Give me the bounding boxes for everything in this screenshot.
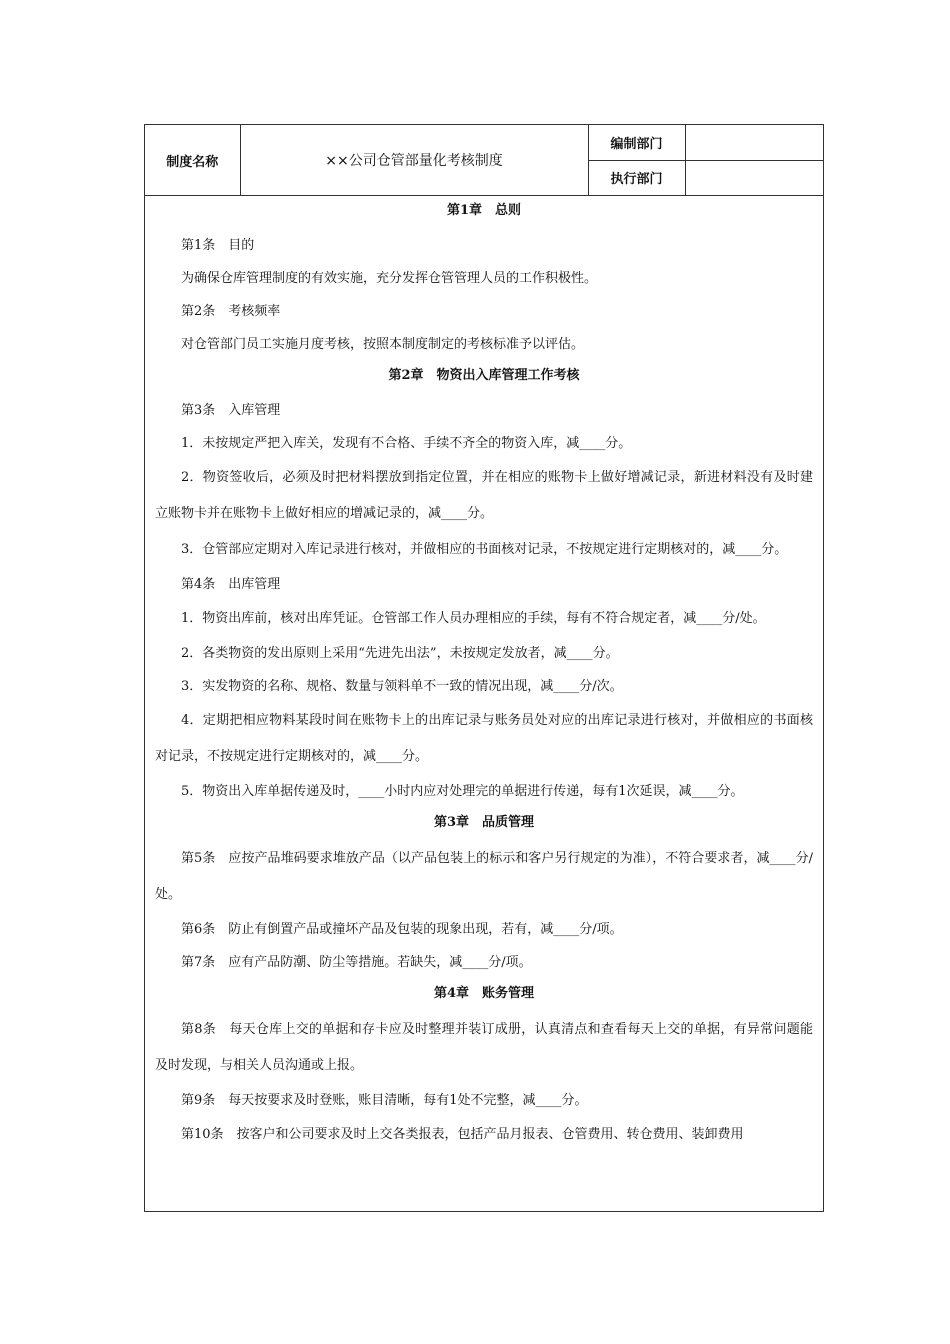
article-paragraph: 第8条 每天仓库上交的单据和存卡应及时整理并装订成册，认真清点和查看每天上交的单据，有异常问题能及时发现，与相关人员沟通或上报。 [155,1022,813,1073]
executing-dept-value[interactable] [685,160,823,195]
drafting-dept-label: 编制部门 [588,125,685,160]
article-paragraph: 3．仓管部应定期对入库记录进行核对，并做相应的书面核对记录，不按规定进行定期核对的，减____分。 [181,542,788,557]
regulation-form [144,124,824,1212]
article-line: 第6条 防止有倒置产品或撞坏产品及包装的现象出现，若有，减____分/项。 [181,922,623,937]
article-paragraph: 2．物资签收后，必须及时把材料摆放到指定位置，并在相应的账物卡上做好增减记录，新进材料没有及时建立账物卡并在账物卡上做好相应的增减记录的，减____分。 [155,470,813,521]
drafting-dept-value[interactable] [685,125,823,160]
chapter-heading: 第3章 品质管理 [433,815,535,830]
article-line: 第3条 入库管理 [181,403,281,418]
regulation-title: ××公司仓管部量化考核制度 [240,125,588,196]
article-line: 为确保仓库管理制度的有效实施，充分发挥仓管管理人员的工作积极性。 [181,271,598,286]
article-line: 5．物资出入库单据传递及时，____小时内应对处理完的单据进行传递，每有1次延误，减____分。 [181,784,744,799]
article-paragraph: 1．物资出库前，核对出库凭证。仓管部工作人员办理相应的手续，每有不符合规定者，减____分/处。 [181,611,766,626]
article-line: 第7条 应有产品防潮、防尘等措施。若缺失，减____分/项。 [181,955,532,970]
regulation-name-label: 制度名称 [145,125,240,196]
chapter-heading: 第1章 总则 [446,203,522,218]
article-line: 2．各类物资的发出原则上采用“先进先出法”，未按规定发放者，减____分。 [181,646,619,661]
chapter-heading: 第4章 账务管理 [433,986,535,1001]
article-line: 3．实发物资的名称、规格、数量与领料单不一致的情况出现，减____分/次。 [181,679,623,694]
article-line: 第1条 目的 [181,238,255,253]
article-paragraph: 第10条 按客户和公司要求及时上交各类报表，包括产品月报表、仓管费用、转仓费用、装卸费用 [181,1127,744,1142]
chapter-heading: 第2章 物资出入库管理工作考核 [388,368,580,383]
form-header-table [145,125,823,196]
article-line: 第4条 出库管理 [181,577,281,592]
article-paragraph: 第5条 应按产品堆码要求堆放产品（以产品包装上的标示和客户另行规定的为准），不符合要求者，减____分/处。 [155,851,813,902]
article-line: 第9条 每天按要求及时登账，账目清晰，每有1处不完整，减____分。 [181,1093,588,1108]
article-line: 对仓管部门员工实施月度考核，按照本制度制定的考核标准予以评估。 [181,337,585,352]
executing-dept-label: 执行部门 [588,160,685,195]
article-line: 第2条 考核频率 [181,304,281,319]
article-paragraph: 4．定期把相应物料某段时间在账物卡上的出库记录与账务员处对应的出库记录进行核对，并做相应的书面核对记录，不按规定进行定期核对的，减____分。 [155,713,813,764]
regulation-body [145,196,823,1153]
article-line: 1．未按规定严把入库关，发现有不合格、手续不齐全的物资入库，减____分。 [181,436,632,451]
